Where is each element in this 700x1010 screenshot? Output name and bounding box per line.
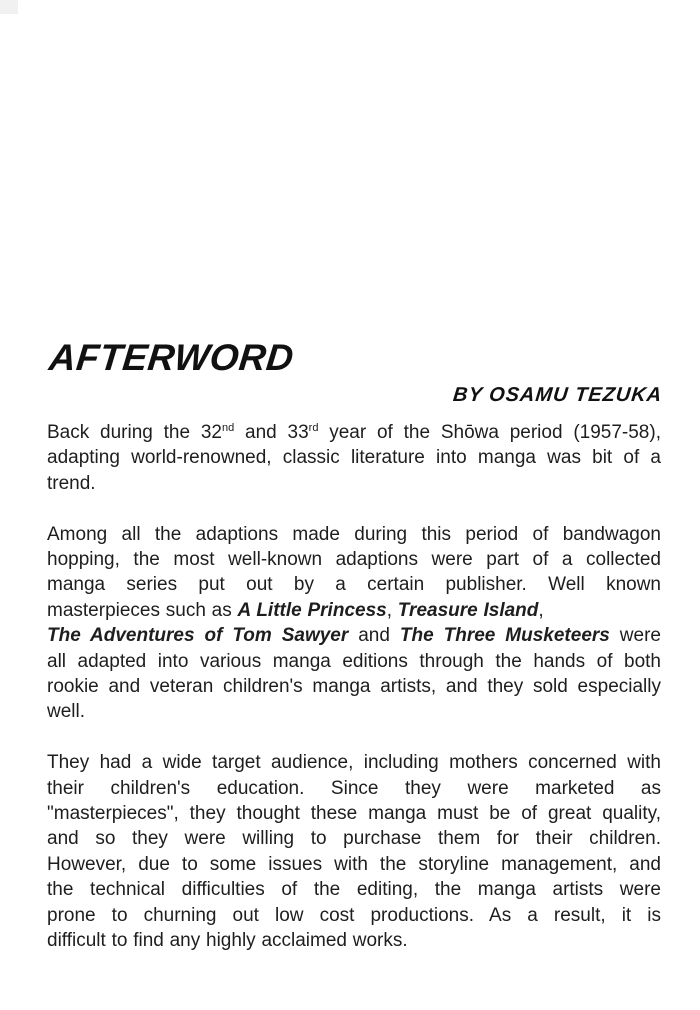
text-segment: year of the Shōwa period (1957-58), (318, 422, 661, 443)
text-segment: difficult to find any highly acclaimed works. (47, 930, 408, 952)
paragraph (47, 750, 661, 953)
text-line (47, 674, 661, 699)
text-segment: and 33 (234, 422, 309, 443)
book-title: A Little Princess (237, 599, 387, 621)
paragraph (47, 522, 661, 725)
text-segment: manga series put out by a certain publisher. Well known (47, 574, 661, 596)
text-segment: and so they were willing to purchase them for their children. (47, 828, 661, 850)
text-segment: and (348, 625, 400, 647)
page-content (47, 336, 664, 954)
text-line (47, 445, 661, 470)
text-segment: , (386, 599, 398, 621)
byline: BY OSAMU TEZUKA (452, 384, 664, 406)
text-line (47, 776, 661, 801)
page-title: AFTERWORD (47, 337, 296, 378)
text-line (47, 852, 661, 877)
text-line (47, 877, 661, 902)
text-segment: all adapted into various manga editions through the hands of both (47, 650, 661, 672)
text-line (47, 547, 661, 572)
afterword-body (47, 420, 661, 954)
text-line (47, 623, 661, 648)
text-line (47, 826, 661, 851)
text-segment: Among all the adaptions made during this period of bandwagon (47, 523, 661, 545)
ordinal-superscript: nd (221, 422, 235, 434)
ordinal-superscript: rd (308, 422, 319, 434)
text-line (47, 903, 661, 928)
text-segment: adapting world-renowned, classic literature into manga was bit of a (47, 447, 661, 469)
text-segment: "masterpieces", they thought these manga must be of great quality, (47, 803, 661, 825)
text-line (47, 420, 661, 445)
text-segment: hopping, the most well-known adaptions were part of a collected (47, 549, 661, 571)
text-segment: trend. (47, 472, 96, 494)
text-segment: were (609, 625, 661, 647)
text-line (47, 750, 661, 775)
text-segment: masterpieces such as (47, 599, 238, 621)
text-line (47, 801, 661, 826)
text-segment: well. (47, 701, 86, 723)
book-title: The Three Musketeers (399, 625, 610, 647)
text-segment: , (538, 599, 544, 621)
text-segment: rookie and veteran children's manga artists, and they sold especially (47, 676, 661, 698)
text-line (47, 522, 661, 547)
book-title: The Adventures of Tom Sawyer (47, 625, 349, 647)
text-line (47, 572, 661, 597)
text-segment: their children's education. Since they were marketed as (47, 777, 661, 799)
text-line (47, 598, 661, 623)
text-segment: However, due to some issues with the storyline management, and (47, 853, 661, 875)
paragraph (47, 420, 661, 496)
text-line (47, 649, 661, 674)
text-line (47, 699, 661, 724)
text-segment: prone to churning out low cost productions. As a result, it is (47, 904, 661, 926)
text-segment: They had a wide target audience, including mothers concerned with (47, 752, 661, 774)
book-title: Treasure Island (397, 599, 539, 621)
text-segment: Back during the 32 (47, 422, 222, 443)
text-line (47, 928, 661, 953)
text-line (47, 471, 661, 496)
scan-artifact (0, 0, 18, 14)
text-segment: the technical difficulties of the editing, the manga artists were (47, 879, 661, 901)
